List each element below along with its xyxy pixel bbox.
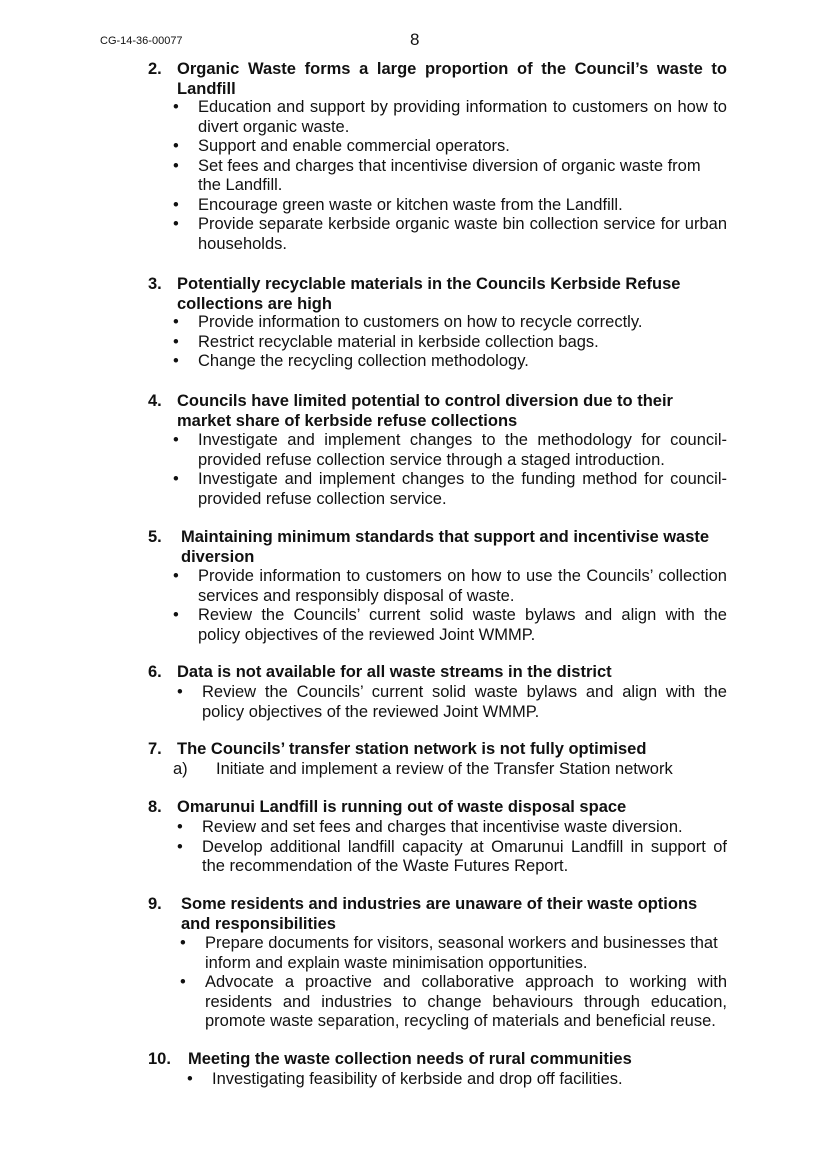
issue-title: Meeting the waste collection needs of rural communities bbox=[188, 1050, 632, 1068]
action-item: • Investigate and implement changes to the funding method for council-provided refuse collection service. bbox=[198, 470, 727, 509]
action-item: • Review and set fees and charges that incentivise waste diversion. bbox=[202, 818, 727, 838]
issue-title: The Councils’ transfer station network is not fully optimised bbox=[177, 740, 647, 758]
action-list bbox=[198, 98, 727, 254]
issue-title: Some residents and industries are unaware of their waste options and responsibilities bbox=[181, 895, 698, 933]
action-item: • Prepare documents for visitors, seasonal workers and businesses that inform and explain waste minimisation opportunities. bbox=[205, 934, 721, 973]
action-list bbox=[198, 567, 727, 645]
action-item: • Provide information to customers on how to use the Councils’ collection services and responsibly disposal of waste. bbox=[198, 567, 727, 606]
action-list bbox=[202, 683, 727, 722]
issue-title: Potentially recyclable materials in the Councils Kerbside Refuse collections are high bbox=[177, 275, 681, 313]
issue-title: Councils have limited potential to control diversion due to their market share of kerbside refuse collections bbox=[177, 392, 673, 430]
action-list bbox=[205, 934, 727, 1032]
action-item: • Review the Councils’ current solid waste bylaws and align with the policy objectives of the reviewed Joint WMMP. bbox=[202, 683, 727, 722]
action-item: • Restrict recyclable material in kerbside collection bags. bbox=[198, 333, 727, 353]
action-item: • Encourage green waste or kitchen waste from the Landfill. bbox=[198, 196, 727, 216]
issue-number: 10. bbox=[148, 1050, 171, 1068]
action-item: • Set fees and charges that incentivise diversion of organic waste from the Landfill. bbox=[198, 157, 706, 196]
issue-title: Maintaining minimum standards that support and incentivise waste diversion bbox=[181, 528, 710, 566]
action-item: • Support and enable commercial operators. bbox=[198, 137, 727, 157]
sub-item-text: Initiate and implement a review of the Transfer Station network bbox=[216, 760, 673, 778]
action-item: • Change the recycling collection methodology. bbox=[198, 352, 727, 372]
issue-number: 8. bbox=[148, 798, 162, 816]
action-list bbox=[202, 818, 727, 877]
issue-number: 4. bbox=[148, 392, 162, 410]
action-item: • Develop additional landfill capacity at Omarunui Landfill in support of the recommendation of the Waste Futures Report. bbox=[202, 838, 727, 877]
page-number: 8 bbox=[410, 30, 420, 49]
action-list bbox=[198, 431, 727, 509]
action-item: • Provide information to customers on how to recycle correctly. bbox=[198, 313, 727, 333]
issue-number: 6. bbox=[148, 663, 162, 681]
action-item: • Provide separate kerbside organic waste bin collection service for urban households. bbox=[198, 215, 727, 254]
action-list bbox=[198, 313, 727, 372]
action-item: • Education and support by providing information to customers on how to divert organic waste. bbox=[198, 98, 727, 137]
issue-number: 3. bbox=[148, 275, 162, 293]
action-item: • Investigate and implement changes to the methodology for council-provided refuse collection service through a staged introduction. bbox=[198, 431, 727, 470]
action-list bbox=[212, 1070, 727, 1090]
issue-title: Organic Waste forms a large proportion of the Council’s waste to Landfill bbox=[177, 60, 727, 98]
issue-number: 9. bbox=[148, 895, 162, 913]
document-id: CG-14-36-00077 bbox=[100, 35, 183, 47]
action-item: • Investigating feasibility of kerbside and drop off facilities. bbox=[212, 1070, 727, 1090]
issue-title: Omarunui Landfill is running out of waste disposal space bbox=[177, 798, 627, 816]
issue-number: 2. bbox=[148, 60, 162, 78]
issue-title: Data is not available for all waste streams in the district bbox=[177, 663, 612, 681]
sub-item-marker: a) bbox=[173, 760, 188, 778]
issue-number: 7. bbox=[148, 740, 162, 758]
issue-number: 5. bbox=[148, 528, 162, 546]
action-item: • Advocate a proactive and collaborative approach to working with residents and industries to change behaviours through education, promote waste separation, recycling of materials and beneficial reuse. bbox=[205, 973, 727, 1032]
action-item: • Review the Councils’ current solid waste bylaws and align with the policy objectives of the reviewed Joint WMMP. bbox=[198, 606, 727, 645]
